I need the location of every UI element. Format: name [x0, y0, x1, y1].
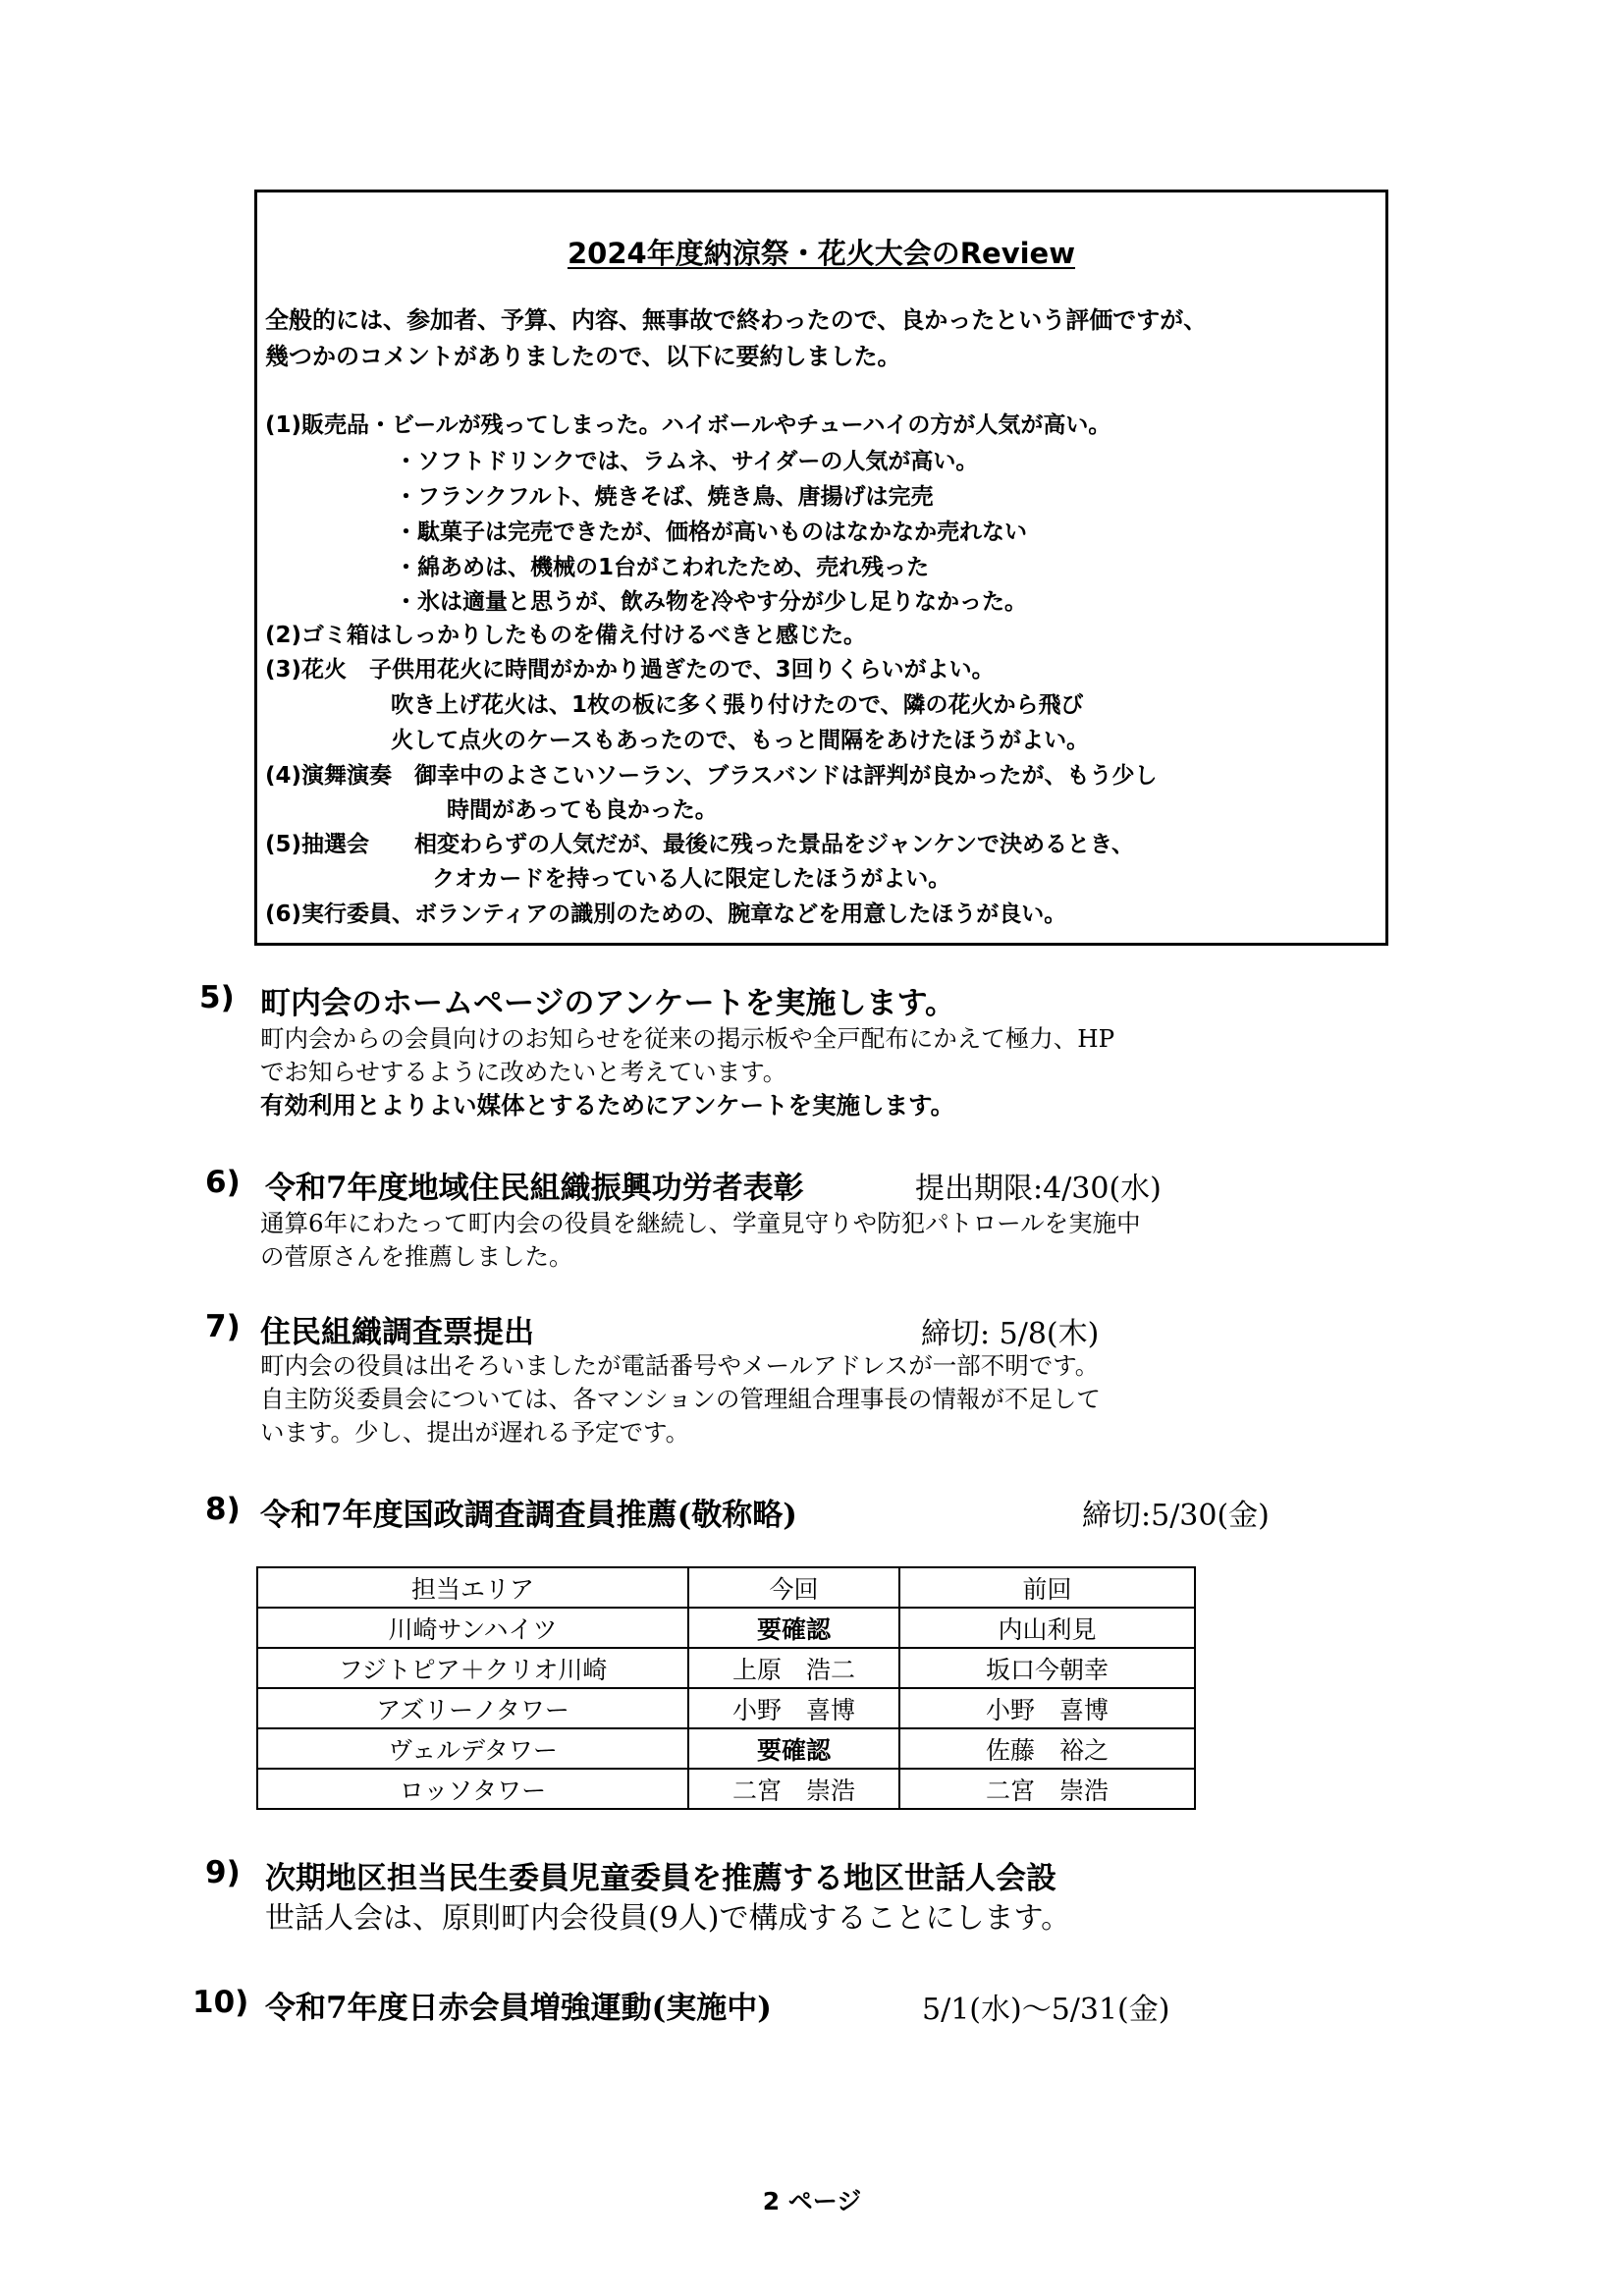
- section-7-number: 7): [205, 1309, 241, 1344]
- section-5-line: でお知らせするように改めたいと考えています。: [260, 1058, 787, 1086]
- review-item: ・フランクフルト、焼きそば、焼き鳥、唐揚げは完売: [395, 484, 934, 510]
- review-item: (3)花火 子供用花火に時間がかかり過ぎたので、3回りくらいがよい。: [265, 657, 995, 683]
- review-item: ・氷は適量と思うが、飲み物を冷やす分が少し足りなかった。: [395, 589, 1027, 615]
- section-8-number: 8): [205, 1492, 241, 1527]
- section-10-title: 令和7年度日赤会員増強運動(実施中): [265, 1991, 772, 2026]
- review-item: (2)ゴミ箱はしっかりしたものを備え付けるべきと感じた。: [265, 623, 867, 648]
- review-intro-line: 全般的には、参加者、予算、内容、無事故で終わったので、良かったという評価ですが、: [265, 306, 1208, 334]
- table-cell: フジトピア＋クリオ川崎: [257, 1648, 688, 1688]
- review-item: (5)抽選会 相変わらずの人気だが、最後に残った景品をジャンケンで決めるとき、: [265, 832, 1135, 857]
- table-cell: ヴェルデタワー: [257, 1728, 688, 1769]
- section-7-line: 町内会の役員は出そろいましたが電話番号やメールアドレスが一部不明です。: [260, 1351, 1100, 1380]
- section-6-body: [260, 1207, 1141, 1274]
- review-title: 2024年度納涼祭・花火大会のReview: [567, 237, 1076, 270]
- section-9-number: 9): [205, 1855, 241, 1890]
- section-10-number: 10): [192, 1985, 249, 2020]
- table-header-cell: 担当エリア: [257, 1567, 688, 1608]
- section-10-deadline: 5/1(水)～5/31(金): [922, 1993, 1170, 2027]
- section-8-deadline: 締切:5/30(金): [1082, 1499, 1270, 1533]
- section-6-line: 通算6年にわたって町内会の役員を継続し、学童見守りや防犯パトロールを実施中: [260, 1209, 1141, 1237]
- section-6-title: 令和7年度地域住民組織振興功労者表彰: [265, 1171, 804, 1206]
- table-header-cell: 前回: [899, 1567, 1195, 1608]
- section-7-line: 自主防災委員会については、各マンションの管理組合理事長の情報が不足して: [260, 1385, 1101, 1413]
- review-item: 火して点火のケースもあったので、もっと間隔をあけたほうがよい。: [391, 728, 1090, 753]
- section-7-title: 住民組織調査票提出: [260, 1315, 534, 1350]
- table-cell: ロッソタワー: [257, 1769, 688, 1809]
- section-7-deadline: 締切: 5/8(木): [921, 1317, 1100, 1351]
- review-item: ・ソフトドリンクでは、ラムネ、サイダーの人気が高い。: [395, 449, 979, 474]
- section-5-body: [260, 1022, 1114, 1122]
- section-9-body: [265, 1899, 1070, 1939]
- recommendation-table: [256, 1566, 1196, 1810]
- review-intro-line: 幾つかのコメントがありましたので、以下に要約しました。: [265, 343, 901, 370]
- table-row: [257, 1648, 1195, 1688]
- section-6-deadline: 提出期限:4/30(水): [915, 1172, 1162, 1206]
- table-cell: 二宮 崇浩: [688, 1769, 899, 1809]
- table-cell: 佐藤 裕之: [899, 1728, 1195, 1769]
- section-8-title: 令和7年度国政調査調査員推薦(敬称略): [260, 1498, 797, 1533]
- section-9-line: 世話人会は、原則町内会役員(9人)で構成することにします。: [265, 1901, 1071, 1936]
- section-7-body: [260, 1349, 1101, 1449]
- table-header-row: [257, 1567, 1195, 1608]
- section-5-title: 町内会のホームページのアンケートを実施します。: [260, 986, 956, 1021]
- section-7-line: います。少し、提出が遅れる予定です。: [260, 1418, 690, 1447]
- table-row: [257, 1728, 1195, 1769]
- table-cell: 要確認: [688, 1608, 899, 1648]
- table-cell: 小野 喜博: [688, 1688, 899, 1728]
- section-6-number: 6): [205, 1165, 241, 1200]
- table-row: [257, 1688, 1195, 1728]
- section-5-number: 5): [199, 980, 235, 1015]
- review-item: (4)演舞演奏 御幸中のよさこいソーラン、ブラスバンドは評判が良かったが、もう少し: [265, 763, 1158, 789]
- section-5-line: 有効利用とよりよい媒体とするためにアンケートを実施します。: [260, 1091, 955, 1120]
- review-item: ・駄菓子は完売できたが、価格が高いものはなかなか売れない: [395, 519, 1027, 545]
- table-cell: 小野 喜博: [899, 1688, 1195, 1728]
- review-item: クオカードを持っている人に限定したほうがよい。: [432, 866, 951, 892]
- table-cell: 上原 浩二: [688, 1648, 899, 1688]
- table-row: [257, 1769, 1195, 1809]
- review-item: 時間があっても良かった。: [447, 797, 718, 823]
- table-cell: アズリーノタワー: [257, 1688, 688, 1728]
- page-number: 2 ページ: [762, 2187, 862, 2215]
- review-item: (6)実行委員、ボランティアの識別のための、腕章などを用意したほうが良い。: [265, 902, 1067, 927]
- table-cell: 坂口今朝幸: [899, 1648, 1195, 1688]
- section-9-title: 次期地区担当民生委員児童委員を推薦する地区世話人会設: [265, 1861, 1056, 1896]
- review-intro: [265, 302, 1207, 375]
- section-6-line: の菅原さんを推薦しました。: [260, 1242, 573, 1271]
- table-cell: 二宮 崇浩: [899, 1769, 1195, 1809]
- section-5-line: 町内会からの会員向けのお知らせを従来の掲示板や全戸配布にかえて極力、HP: [260, 1024, 1115, 1053]
- table-cell: 内山利見: [899, 1608, 1195, 1648]
- review-box: [254, 190, 1388, 946]
- review-item: ・綿あめは、機械の1台がこわれたため、売れ残った: [395, 555, 930, 580]
- review-item: 吹き上げ花火は、1枚の板に多く張り付けたので、隣の花火から飛び: [391, 692, 1084, 718]
- table-header-cell: 今回: [688, 1567, 899, 1608]
- table-cell: 川崎サンハイツ: [257, 1608, 688, 1648]
- table-cell: 要確認: [688, 1728, 899, 1769]
- table-row: [257, 1608, 1195, 1648]
- review-item: (1)販売品・ビールが残ってしまった。ハイボールやチューハイの方が人気が高い。: [265, 412, 1111, 438]
